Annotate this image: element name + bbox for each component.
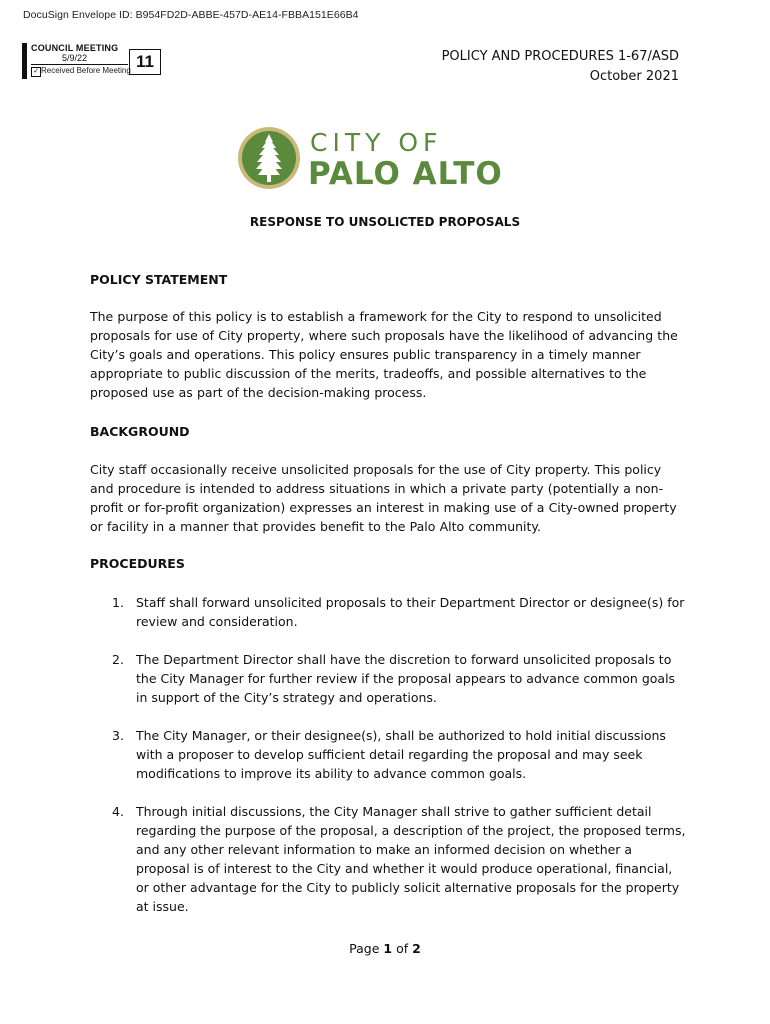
logo-palo-alto: PALO ALTO — [308, 156, 503, 192]
procedure-text: Staff shall forward unsolicited proposals to their Department Director or designee(s) for review and consideration. — [136, 595, 685, 629]
page-total: 2 — [412, 941, 421, 956]
page-word: Page — [349, 941, 380, 956]
policy-number: POLICY AND PROCEDURES 1-67/ASD — [441, 49, 679, 64]
docusign-envelope-id: DocuSign Envelope ID: B954FD2D-ABBE-457D-AE14-FBBA151E66B4 — [23, 9, 359, 21]
page-footer — [0, 941, 770, 956]
procedure-text: The Department Director shall have the discretion to forward unsolicited proposals to the City Manager for further review if the proposal appears to advance common goals in support of the City’s strategy and operations. — [136, 652, 676, 705]
of-word: of — [396, 941, 409, 956]
procedures-heading: PROCEDURES — [90, 556, 185, 571]
council-meeting-stamp — [22, 43, 163, 79]
procedure-text: The City Manager, or their designee(s), shall be authorized to hold initial discussions with a proposer to develop sufficient detail regarding the proposal and may seek modifications to improve its ability to advance common goals. — [136, 728, 666, 781]
procedure-number: 4. — [112, 804, 124, 819]
stamp-title: COUNCIL MEETING — [31, 43, 119, 53]
stamp-received-label: Received Before Meeting — [41, 66, 131, 75]
document-title: RESPONSE TO UNSOLICTED PROPOSALS — [249, 215, 521, 229]
checkbox-checked-icon: ✓ — [31, 67, 41, 77]
procedure-number: 2. — [112, 652, 124, 667]
background-heading: BACKGROUND — [90, 424, 190, 439]
procedure-number: 3. — [112, 728, 124, 743]
stamp-bar — [22, 43, 27, 79]
tree-seal-icon — [237, 126, 301, 190]
stamp-divider — [31, 64, 128, 65]
procedure-number: 1. — [112, 595, 124, 610]
logo-city-of: CITY OF — [310, 128, 443, 157]
page-number: 1 — [383, 941, 393, 956]
policy-statement-heading: POLICY STATEMENT — [90, 272, 228, 287]
policy-header — [442, 47, 679, 87]
policy-date: October 2021 — [589, 69, 679, 84]
procedure-text: Through initial discussions, the City Manager shall strive to gather sufficient detail regarding the purpose of the proposal, a description of the project, the proposed terms, and any other relevant information to make an informed decision on whether a proposal is of interest to the City and whether it would produce operational, financial, or other advantage for the City to publicly solicit alternative proposals for the property at issue. — [136, 804, 686, 914]
city-logo — [237, 124, 537, 194]
policy-statement-text: The purpose of this policy is to establish a framework for the City to respond to unsolicited proposals for use of City property, where such proposals have the likelihood of advancing the City’s goals and operations. This policy ensures public transparency in a timely manner appropriate to public discussion of the merits, tradeoffs, and possible alternatives to the proposed use as part of the decision-making process. — [90, 309, 678, 400]
agenda-item-number: 11 — [129, 49, 161, 75]
background-text: City staff occasionally receive unsolicited proposals for the use of City property. This policy and procedure is intended to address situations in which a private party (potentially a non-profit or for-profit organization) expresses an interest in making use of a City-owned property or facility in a manner that provides benefit to the Palo Alto community. — [90, 462, 677, 534]
stamp-date: 5/9/22 — [62, 53, 88, 63]
